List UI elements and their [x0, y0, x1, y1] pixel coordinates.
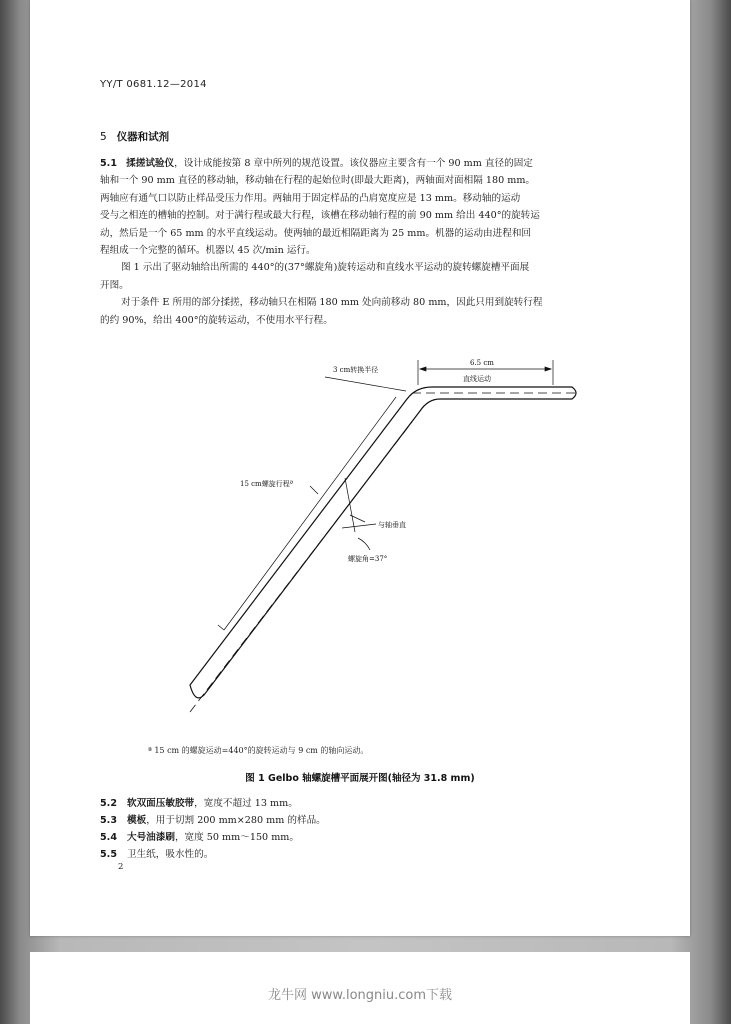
- paragraph-line: 对于条件 E 所用的部分揉搓，移动轴只在相隔 180 mm 处向前移动 80 mm，因此只用到旋转行程: [121, 297, 543, 309]
- list-item: [100, 846, 213, 860]
- helix-dim-line: [224, 397, 396, 630]
- item-text: ，宽度不超过 13 mm。: [194, 798, 298, 809]
- list-item: [100, 812, 326, 826]
- figure-caption: 图 1 Gelbo 轴螺旋槽平面展开图(轴径为 31.8 mm): [245, 773, 475, 784]
- footer-watermark: 龙牛网 www.longniu.com下载: [267, 988, 452, 1003]
- standard-code: YY/T 0681.12—2014: [100, 79, 207, 90]
- item-number: 5.3: [100, 815, 117, 826]
- perpendicular-label: 与轴垂直: [378, 521, 406, 529]
- clause-line: 程组成一个完整的循环。机器以 45 次/min 运行。: [100, 245, 316, 257]
- radius-leader: [325, 377, 406, 391]
- paragraph-line: 开图。: [100, 279, 129, 291]
- item-number: 5.2: [100, 798, 117, 809]
- item-text: 卫生纸，吸水性的。: [127, 849, 214, 860]
- list-item: [100, 795, 298, 809]
- dim-arrow-left: [420, 367, 426, 371]
- clause-5-1: [100, 155, 648, 329]
- linear-motion-label: 直线运动: [463, 375, 491, 383]
- paragraph-line: 的约 90%，给出 400°的旋转运动，不使用水平行程。: [100, 314, 333, 326]
- list-item: [100, 829, 299, 843]
- clause-number: 5.1: [100, 158, 117, 169]
- section-title: 仪器和试剂: [116, 131, 170, 143]
- figure-footnote: ª 15 cm 的螺旋运动=440°的旋转运动与 9 cm 的轴向运动。: [148, 746, 369, 755]
- helix-groove-diagram: [180, 352, 580, 737]
- helix-travel-label: 15 cm螺旋行程ª: [240, 480, 294, 488]
- item-label: 软双面压敏胶带: [127, 798, 195, 809]
- section-number: 5: [100, 131, 107, 143]
- helix-angle-label: 螺旋角=37°: [348, 555, 388, 563]
- clause-line: ，设计成能按第 8 章中所列的规范设置。该仪器应主要含有一个 90 mm 直径的固定: [174, 158, 533, 169]
- helix-leader: [310, 486, 318, 494]
- footer-bar: [30, 952, 690, 1024]
- helix-dim-tick: [218, 625, 224, 630]
- item-number: 5.4: [100, 832, 117, 843]
- dim-arrow-right: [545, 367, 551, 371]
- groove-outline: [190, 387, 576, 698]
- clause-line: 轴和一个 90 mm 直径的移动轴，移动轴在行程的起始位时(即最大距离)，两轴面对面相隔 180 mm。: [100, 175, 536, 187]
- radius-label: 3 cm转换半径: [333, 366, 379, 374]
- document-page: [30, 0, 690, 936]
- item-text: ，宽度 50 mm～150 mm。: [174, 832, 299, 843]
- figure-1: [180, 352, 580, 737]
- page-number: 2: [118, 862, 124, 872]
- distance-label: 6.5 cm: [470, 359, 494, 367]
- item-label: 模板: [127, 815, 147, 826]
- angle-arc: [358, 538, 370, 550]
- perp-leader: [342, 524, 376, 528]
- vertical-ref: [345, 478, 355, 532]
- section-heading: [100, 129, 169, 144]
- clause-line: 两轴应有通气口以防止样品受压力作用。两轴用于固定样品的凸肩宽度应是 13 mm。移动轴的运动: [100, 192, 521, 204]
- clause-line: 受与之相连的槽轴的控制。对于满行程或最大行程，该槽在移动轴行程的前 90 mm 给出 440°的旋转运: [100, 210, 540, 222]
- clause-line: 动，然后是一个 65 mm 的水平直线运动。使两轴的最近相隔距离为 25 mm。机器的运动由进程和回: [100, 227, 532, 239]
- clause-label: 揉搓试验仪: [126, 158, 175, 169]
- item-label: 大号油漆刷: [127, 832, 175, 843]
- item-text: ，用于切割 200 mm×280 mm 的样品。: [146, 815, 326, 826]
- groove-centerline: [190, 422, 412, 712]
- paragraph-line: 图 1 示出了驱动轴给出所需的 440°的(37°螺旋角)旋转运动和直线水平运动的旋转螺旋槽平面展: [121, 262, 530, 274]
- item-number: 5.5: [100, 849, 117, 860]
